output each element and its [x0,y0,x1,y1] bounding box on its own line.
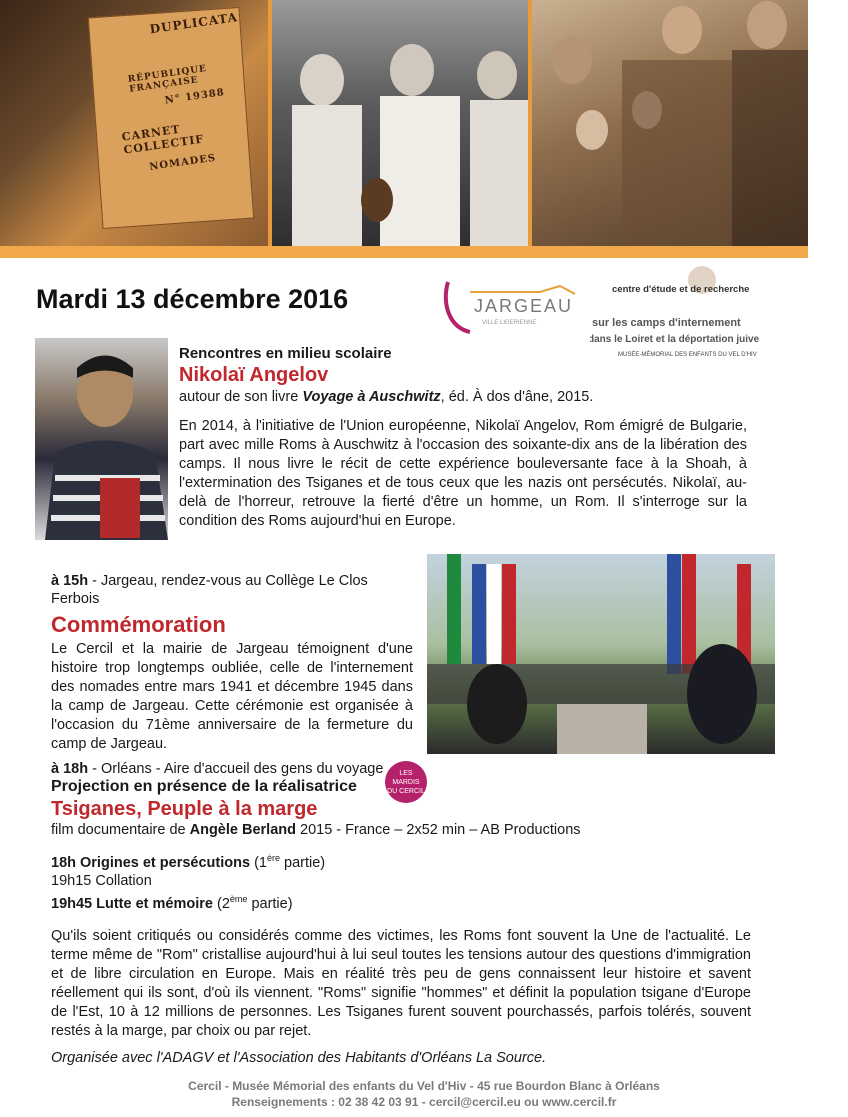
schedule-item-3-title: 19h45 Lutte et mémoire [51,895,213,912]
film-credits [51,821,751,839]
badge-line-3: DU CERCIL [387,787,425,795]
footer-contact: Renseignements : 02 38 42 03 91 - cercil@cercil.eu ou www.cercil.fr [231,1095,617,1109]
ceremony-silhouette [427,554,775,754]
nomad-booklet-cover [88,7,254,229]
book-title: Voyage à Auschwitz [302,389,441,405]
projection-heading: Projection en présence de la réalisatrice [51,778,357,795]
commemoration-time: à 15h [51,573,89,589]
schedule-item-1-sup: ère [266,853,280,863]
book-line-prefix: autour de son livre [179,389,303,405]
film-title: Tsiganes, Peuple à la marge [51,798,318,820]
family-photo [532,0,808,246]
booklet-line-4: CARNET COLLECTIF [121,122,205,157]
booklet-line-1: DUPLICATA [148,10,239,37]
jargeau-logo-tagline: VILLE LIGERIENNE [482,320,537,326]
cercil-logo-line-3: dans le Loiret et la déportation juive [590,334,760,345]
commemoration-description: Le Cercil et la mairie de Jargeau témoignent d'une histoire trop longtemps oubliée, celle de l'internement des nomades entre mars 1941 et décembre 1945 dans la camp de Jargeau. Cette cérémonie est organisée à l'occasion du 71ème anniversaire de la fermeture du camp de Jargeau. [51,641,413,752]
author-name: Nikolaï Angelov [179,364,329,386]
film-description: Qu'ils soient critiqués ou considérés comme des victimes, les Roms font souvent la Une de l'actualité. Le terme même de "Rom" cristallise aujourd'hui à lui seul toutes les tensions autour des questions d'immigration et de libre circulation en Europe. Mais en réalité très peu de gens connaissent leur histoire et savent réellement qui ils sont, d'où ils viennent. "Roms" signifie "hommes" et définit la population tsigane d'Europe de l'Est, 10 à 12 millions de personnes. Les Tsiganes furent souvent pourchassés, parfois tolérés, souvent restés à la marge, par choix ou par rejet. [51,927,751,1039]
book-line [179,389,747,405]
schedule-item-3-sup: ème [229,893,248,904]
header-banner [0,0,808,246]
projection-place: - Orléans - Aire d'accueil des gens du voyage [88,761,384,777]
banner-accent-strip [0,246,808,258]
film-credits-suffix: 2015 - France – 2x52 min – AB Productions [295,822,581,838]
jargeau-logo-mark [440,272,580,338]
musicians-photo [272,0,528,246]
film-director: Angèle Berland [189,822,296,838]
ceremony-photo [427,554,775,754]
badge-line-1: LES [399,769,413,777]
film-credits-prefix: film documentaire de [51,822,190,838]
schedule-item-3-close: partie) [247,895,293,912]
jargeau-logo-name: JARGEAU [474,296,574,316]
schedule-item-1 [51,849,751,872]
schedule-item-2: 19h15 Collation [51,872,152,889]
footer [0,1078,848,1110]
cercil-logo-line-2: sur les camps d'internement [592,317,741,329]
commemoration-time-place [51,572,413,608]
school-meeting-kicker: Rencontres en milieu scolaire [179,345,392,362]
schedule-item-1-open: (1 [250,854,267,871]
booklet-line-3: N° 19388 [164,87,226,107]
schedule [51,849,751,913]
book-line-suffix: , éd. À dos d'âne, 2015. [440,389,594,405]
schedule-item-3-open: (2 [212,895,230,912]
booklet-line-2: RÉPUBLIQUE FRANÇAISE [127,63,208,95]
schedule-item-1-title: 18h Origines et persécutions [51,854,251,871]
musicians-silhouette [272,0,528,246]
author-description: En 2014, à l'initiative de l'Union européenne, Nikolaï Angelov, Rom émigré de Bulgarie, part avec mille Roms à Auschwitz à l'occasion des soixante-dix ans de la libération des camps. Il nous livre le récit de cette expérience bouleversante face à la Shoah, à l'extermination des Tsiganes et de tous ceux que les nazis ont persécutés. Nikolaï, au-delà de l'horreur, retrouve la fierté d'être un homme, un Rom. Il s'interroge sur la condition des Roms aujourd'hui en Europe. [179,418,747,529]
event-date-title: Mardi 13 décembre 2016 [36,284,349,314]
author-photo [35,338,168,540]
family-silhouette [532,0,808,246]
commemoration-section [51,572,413,754]
school-meeting-section [179,345,747,531]
footer-address: Cercil - Musée Mémorial des enfants du Vel d'Hiv - 45 rue Bourdon Blanc à Orléans [188,1079,660,1093]
commemoration-title: Commémoration [51,612,226,637]
organizers-note: Organisée avec l'ADAGV et l'Association des Habitants d'Orléans La Source. [51,1049,547,1066]
schedule-item-1-close: partie) [279,854,326,871]
projection-section [51,760,751,1068]
cercil-logo-line-1: centre d'étude et de recherche [612,284,750,295]
projection-time-place [51,760,751,778]
author-silhouette [35,338,168,540]
archival-document-photo [0,0,268,246]
schedule-item-3 [51,890,751,913]
commemoration-place: - Jargeau, rendez-vous au Collège Le Clos Ferbois [51,573,368,607]
badge-line-2: MARDIS [392,778,420,786]
cercil-logo-line-4: MUSÉE-MÉMORIAL DES ENFANTS DU VEL D'HIV [618,352,757,358]
jargeau-logo [440,272,580,338]
projection-time: à 18h [51,761,89,777]
booklet-line-5: NOMADES [148,152,217,173]
